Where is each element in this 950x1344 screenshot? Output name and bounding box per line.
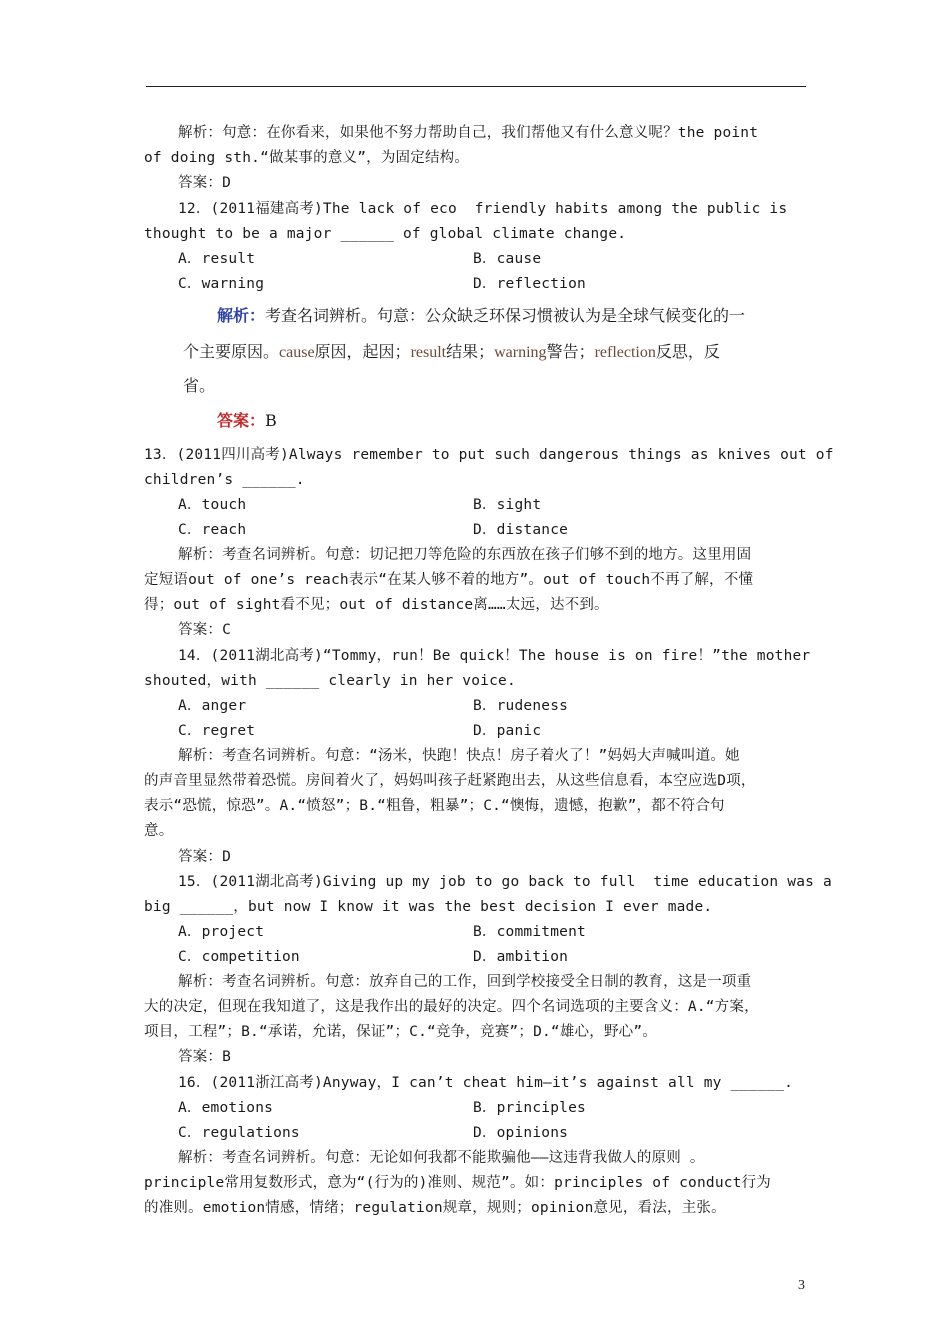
q15-stem-line1: 15．(2011湖北高考)Giving up my job to go back to full time education was a: [178, 874, 832, 890]
q12-analysis-text2a: 个主要原因。: [183, 342, 280, 361]
q14-analysis-line4: 意。: [144, 823, 174, 839]
q12-option-d: D．reflection: [473, 276, 586, 292]
page-number: 3: [798, 1278, 805, 1293]
q14-option-a: A．anger: [178, 698, 247, 714]
q12-term-warning: warning: [494, 344, 547, 361]
q16-option-b: B．principles: [473, 1100, 586, 1116]
q16-option-c: C．regulations: [178, 1125, 300, 1141]
q12-answer-line: [217, 410, 277, 432]
q14-option-c: C．regret: [178, 723, 256, 739]
q12-stem-line2: thought to be a major ______ of global climate change.: [144, 226, 627, 242]
q15-option-c: C．competition: [178, 949, 300, 965]
q12-term-result: result: [410, 344, 447, 361]
q12-analysis-text1: 考查名词辨析。句意：公众缺乏环保习惯被认为是全球气候变化的一: [265, 306, 746, 325]
q12-term-cause: cause: [279, 344, 315, 361]
q14-option-b: B．rudeness: [473, 698, 569, 714]
q12-analysis-text2b: 原因，起因；: [314, 342, 411, 361]
q14-analysis-line3: 表示“恐慌，惊恐”。A.“愤怒”；B.“粗鲁，粗暴”；C.“懊悔，遗憾，抱歉”，都不符合句: [144, 798, 725, 814]
q11-analysis-line2: of doing sth.“做某事的意义”，为固定结构。: [144, 150, 470, 166]
q12-option-c: C．warning: [178, 276, 265, 292]
q13-analysis-line2: 定短语out of one’s reach表示“在某人够不着的地方”。out of touch不再了解，不懂: [144, 572, 754, 588]
q12-analysis-text2d: 警告；: [546, 342, 595, 361]
q13-answer: 答案：C: [178, 622, 232, 638]
q15-analysis-line1: 解析：考查名词辨析。句意：放弃自己的工作，回到学校接受全日制的教育，这是一项重: [178, 974, 752, 990]
q15-analysis-line2: 大的决定，但现在我知道了，这是我作出的最好的决定。四个名词选项的主要含义：A.“方案，: [144, 999, 759, 1015]
q15-option-d: D．ambition: [473, 949, 569, 965]
q11-answer: 答案：D: [178, 175, 232, 191]
q16-option-d: D．opinions: [473, 1125, 569, 1141]
q13-stem-line2: children’s ______.: [144, 472, 305, 488]
q13-option-a: A．touch: [178, 497, 247, 513]
q12-analysis-line3: 省。: [183, 376, 216, 395]
q12-analysis-line2: [183, 341, 720, 364]
q12-term-reflection: reflection: [594, 344, 656, 361]
q12-analysis-text2c: 结果；: [446, 342, 495, 361]
q12-option-b: B．cause: [473, 251, 542, 267]
q15-stem-line2: big ______，but now I know it was the best decision I ever made.: [144, 899, 713, 915]
q12-answer-value: B: [265, 411, 277, 430]
q16-stem-line1: 16．(2011浙江高考)Anyway，I can’t cheat him—it’s against all my ______.: [178, 1075, 794, 1091]
q13-analysis-line1: 解析：考查名词辨析。句意：切记把刀等危险的东西放在孩子们够不到的地方。这里用固: [178, 547, 752, 563]
q15-option-a: A．project: [178, 924, 265, 940]
q13-analysis-line3: 得；out of sight看不见；out of distance离……太远，达不到。: [144, 597, 609, 613]
q15-option-b: B．commitment: [473, 924, 586, 940]
q16-analysis-line2: principle常用复数形式，意为“(行为的)准则、规范”。如：principles of conduct行为: [144, 1175, 772, 1191]
q12-analysis-text2e: 反思，反: [655, 342, 720, 361]
header-rule: [146, 86, 806, 87]
q14-analysis-line2: 的声音里显然带着恐慌。房间着火了，妈妈叫孩子赶紧跑出去，从这些信息看，本空应选D项，: [144, 773, 756, 789]
q13-option-c: C．reach: [178, 522, 247, 538]
q15-answer: 答案：B: [178, 1049, 232, 1065]
q14-stem-line2: shouted，with ______ clearly in her voice.: [144, 673, 516, 689]
q16-option-a: A．emotions: [178, 1100, 274, 1116]
q13-option-b: B．sight: [473, 497, 542, 513]
q14-stem-line1: 14．(2011湖北高考)“Tommy，run！Be quick！The house is on fire！”the mother: [178, 648, 811, 664]
q14-answer: 答案：D: [178, 849, 232, 865]
q12-option-a: A．result: [178, 251, 256, 267]
q14-option-d: D．panic: [473, 723, 542, 739]
q15-analysis-line3: 项目，工程”；B.“承诺，允诺，保证”；C.“竞争，竞赛”；D.“雄心，野心”。: [144, 1024, 657, 1040]
q12-analysis-label: 解析：: [217, 306, 266, 325]
q12-stem-line1: 12．(2011福建高考)The lack of eco friendly habits among the public is: [178, 201, 788, 217]
q12-analysis-line1: [217, 305, 745, 327]
q16-analysis-line3: 的准则。emotion情感，情绪；regulation规章，规则；opinion意见，看法，主张。: [144, 1200, 726, 1216]
q13-option-d: D．distance: [473, 522, 569, 538]
q13-stem-line1: 13．(2011四川高考)Always remember to put such dangerous things as knives out of: [144, 447, 834, 463]
q16-analysis-line1: 解析：考查名词辨析。句意：无论如何我都不能欺骗他——这违背我做人的原则 。: [178, 1150, 705, 1166]
q12-answer-label: 答案：: [217, 411, 266, 430]
q11-analysis-line1: 解析：句意：在你看来，如果他不努力帮助自己，我们帮他又有什么意义呢？the point: [178, 125, 759, 141]
q14-analysis-line1: 解析：考查名词辨析。句意：“汤米，快跑！快点！房子着火了！”妈妈大声喊叫道。她: [178, 748, 740, 764]
